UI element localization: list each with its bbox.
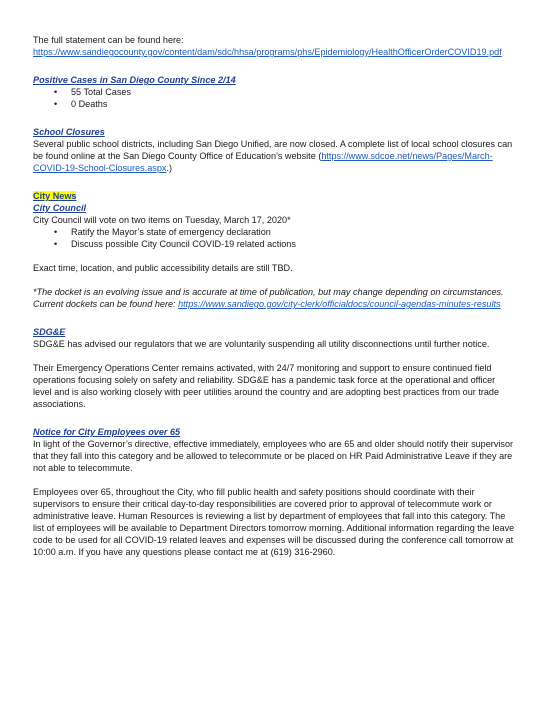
- city-news-heading: City News: [33, 191, 77, 201]
- school-closures-text: [33, 138, 515, 174]
- spacer: [33, 174, 515, 186]
- positive-cases-heading: Positive Cases in San Diego County Since 2/14: [33, 75, 236, 85]
- city-council-heading: City Council: [33, 203, 87, 213]
- spacer: [33, 350, 515, 362]
- sdge-heading: SDG&E: [33, 327, 66, 337]
- school-closures-heading: School Closures: [33, 127, 105, 137]
- spacer: [33, 310, 515, 322]
- link-close-paren: .): [166, 163, 172, 173]
- list-item: • Ratify the Mayor’s state of emergency declaration: [71, 226, 515, 238]
- link-open-paren: (: [318, 151, 322, 161]
- sdge-para-2: Their Emergency Operations Center remains activated, with 24/7 monitoring and support to ensure continued field operations focusing solely on safety and reliability. SDG&E has a pandemic task force at the operational and officer level and is also working closely with peer utilities around the country and are adopting best practices from our trade associations.: [33, 363, 500, 409]
- positive-cases-list: [33, 86, 515, 110]
- list-item: • 55 Total Cases: [71, 86, 515, 98]
- employees-para-1: In light of the Governor’s directive, effective immediately, employees who are 65 and older should notify their supervisor that they fall into this category and be allowed to telecommute or be placed on HR Paid Administrative Leave if they are not able to telecommute.: [33, 439, 514, 473]
- employees-heading: Notice for City Employees over 65: [33, 427, 181, 437]
- school-closures-link[interactable]: https://www.sdcoe.net/news/Pages/March-COVID-19-School-Closures.aspx: [33, 151, 493, 173]
- list-item: • Discuss possible City Council COVID-19 related actions: [71, 238, 515, 250]
- tbd-text: Exact time, location, and public accessibility details are still TBD.: [33, 263, 293, 273]
- spacer: [33, 410, 515, 422]
- spacer: [33, 274, 515, 286]
- spacer: [33, 250, 515, 262]
- list-item: • 0 Deaths: [71, 98, 515, 110]
- school-closures-body: Several public school districts, including San Diego Unified, are now closed. A complete list of local school closures can be found online at the San Diego County Office of Education’s website: [33, 139, 513, 161]
- city-council-list: [33, 226, 515, 250]
- statement-link-line: [33, 46, 515, 58]
- statement-intro: The full statement can be found here:: [33, 35, 184, 45]
- employees-para-2: Employees over 65, throughout the City, who fill public health and safety positions should coordinate with their supervisors to ensure their critical day-to-day responsibilities are covered prior to approval of telecommute work or administrative leave. Human Resources is reviewing a list by department of employees that fall into this category. The list of employees will be available to Department Directors tomorrow morning. Additional information regarding the leave code to be used for all COVID-19 related leaves and expenses will be discussed during the conference call tomorrow at 10:00 a.m. If you have any questions please contact me at (619) 316-2960.: [33, 487, 515, 557]
- city-council-text: City Council will vote on two items on Tuesday, March 17, 2020*: [33, 215, 291, 225]
- health-officer-order-link[interactable]: https://www.sandiegocounty.gov/content/dam/sdc/hhsa/programs/phs/Epidemiology/HealthOfficerOrderCOVID19.pdf: [33, 47, 502, 57]
- spacer: [33, 110, 515, 122]
- docket-note: [33, 286, 515, 310]
- docket-note-text: *The docket is an evolving issue and is accurate at time of publication, but may change depending on circumstances. Current dockets can be found here:: [33, 287, 504, 309]
- sdge-para-1: SDG&E has advised our regulators that we are voluntarily suspending all utility disconnections until further notice.: [33, 339, 490, 349]
- council-dockets-link[interactable]: https://www.sandiego.gov/city-clerk/officialdocs/council-agendas-minutes-results: [178, 299, 501, 309]
- city-news-heading-line: [33, 190, 515, 202]
- spacer: [33, 58, 515, 70]
- spacer: [33, 474, 515, 486]
